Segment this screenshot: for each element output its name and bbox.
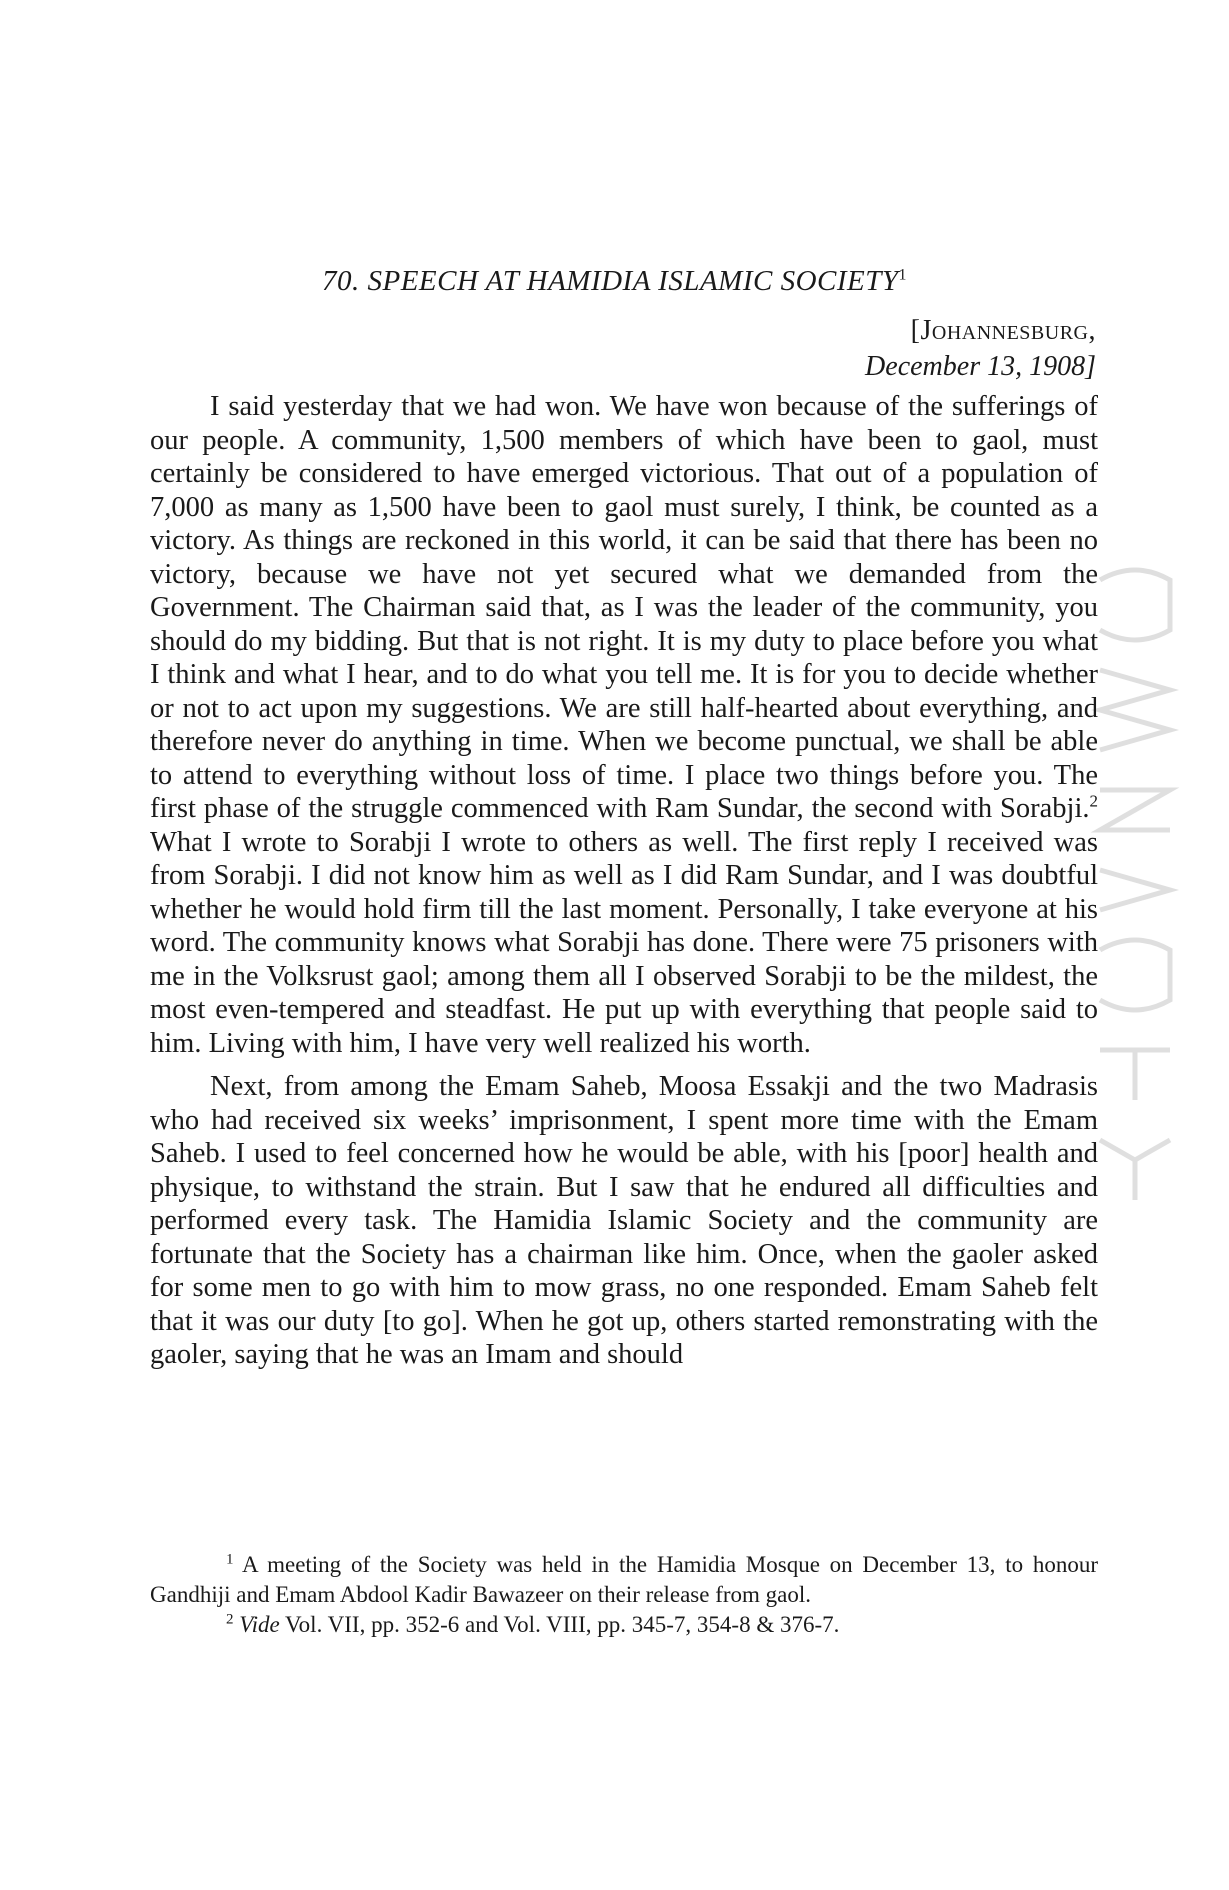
paragraph-1-text-a: I said yesterday that we had won. We have won because of the sufferings of our people. A community, 1,500 members of which have been to gaol, must certainly be considered to have emerged victorious. That out of a population of 7,000 as many as 1,500 have been to gaol must surely, I think, be counted as a victory. As things are reckoned in this world, it can be said that there has been no victory, because we have not yet secured what we demanded from the Government. The Chairman said that, as I was the leader of the community, you should do my bidding. But that is not right. It is my duty to place before you what I think and what I hear, and to do what you tell me. It is for you to decide whether or not to act upon my suggestions. We are still half-hearted about everything, and therefore never do anything in time. When we become punctual, we shall be able to attend to everything without loss of time. I place two things before you. The first phase of the struggle commenced with Ram Sundar, the second with Sorabji. <box>150 391 1098 824</box>
footnote-2-mark: 2 <box>226 1611 234 1628</box>
dateline-place: [Johannesburg, <box>910 315 1096 346</box>
paragraph-2: Next, from among the Emam Saheb, Moosa Essakji and the two Madrasis who had received six weeks’ imprisonment, I spent more time with the Emam Saheb. I used to feel concerned how he would be able, with his [poor] health and physique, to withstand the strain. But I saw that he endured all difficulties and performed every task. The Hamidia Islamic Society and the community are fortunate that the Society has a chairman like him. Once, when the gaoler asked for some men to go with him to mow grass, no one responded. Emam Saheb felt that it was our duty [to go]. When he got up, others started remonstrating with the gaoler, saying that he was an Imam and should <box>150 1071 1098 1370</box>
dateline-date: December 13, 1908] <box>865 351 1096 382</box>
paragraph-1 <box>150 390 1098 1060</box>
title-footnote-mark: 1 <box>898 266 907 284</box>
footnote-ref-2: 2 <box>1089 791 1098 811</box>
dateline <box>865 313 1096 385</box>
footnote-2-text: Vol. VII, pp. 352-6 and Vol. VIII, pp. 345-7, 354-8 & 376-7. <box>279 1612 840 1637</box>
title-text: 70. SPEECH AT HAMIDIA ISLAMIC SOCIETY <box>322 265 899 297</box>
footnote-2-italic: Vide <box>239 1612 280 1637</box>
footnote-1 <box>150 1550 1098 1610</box>
footnotes <box>150 1550 1098 1640</box>
speech-title <box>0 265 1229 298</box>
footnote-2 <box>150 1610 1098 1640</box>
paragraph-1-text-b: What I wrote to Sorabji I wrote to others as well. The first reply I received was from Sorabji. I did not know him as well as I did Ram Sundar, and I was doubtful whether he would hold firm till the last moment. Personally, I take everyone at his word. The community knows what Sorabji has done. There were 75 prisoners with me in the Volksrust gaol; among them all I observed Sorabji to be the mildest, the most even-tempered and steadfast. He put up with everything that people said to him. Living with him, I have very well realized his worth. <box>150 826 1098 1059</box>
vertical-watermark <box>1090 560 1180 1200</box>
footnote-1-mark: 1 <box>226 1551 234 1568</box>
footnote-1-text: A meeting of the Society was held in the Hamidia Mosque on December 13, to honour Gandhiji and Emam Abdool Kadir Bawazeer on their release from gaol. <box>150 1552 1098 1607</box>
speech-body <box>150 390 1098 1372</box>
